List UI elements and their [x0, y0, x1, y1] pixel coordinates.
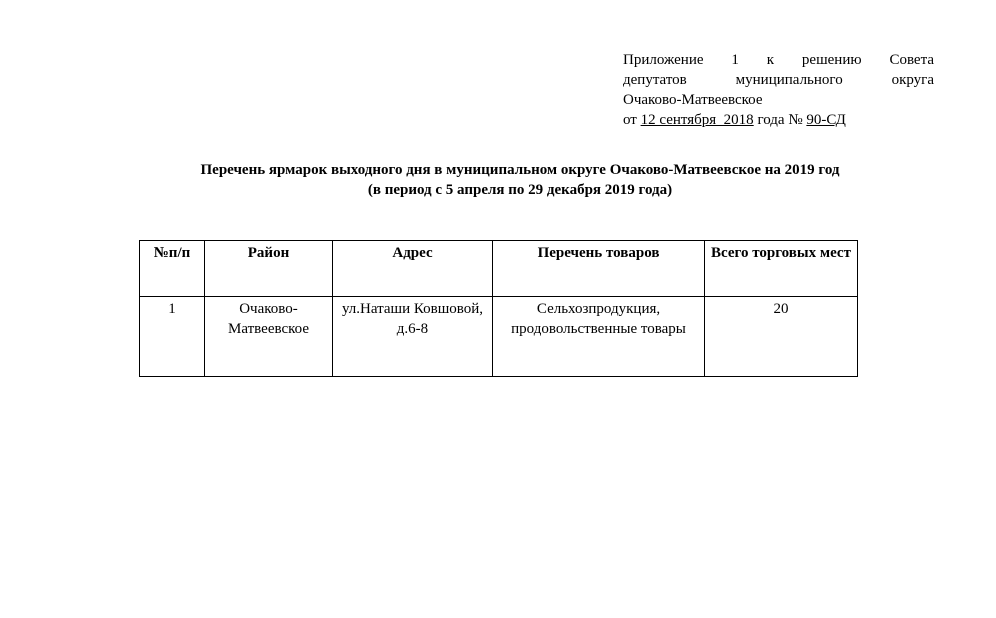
decision-number: 90-СД	[806, 112, 846, 128]
header-goods: Перечень товаров	[493, 241, 705, 297]
document-title	[40, 160, 996, 200]
decision-date: 12 сентября 2018	[640, 112, 754, 128]
header-address: Адрес	[333, 241, 493, 297]
appendix-prefix: от	[623, 112, 641, 128]
appendix-line-2: депутатов муниципального округа	[623, 72, 934, 88]
appendix-line-1: Приложение 1 к решению Совета	[623, 52, 934, 68]
header-places: Всего торговых мест	[705, 241, 858, 297]
table-header-row	[140, 241, 858, 297]
appendix-line-3: Очаково-Матвеевское	[623, 92, 763, 108]
title-line-1: Перечень ярмарок выходного дня в муниципальном округе Очаково-Матвеевское на 2019 год	[200, 162, 840, 178]
appendix-note	[623, 50, 934, 130]
appendix-line-4	[623, 110, 934, 130]
header-district: Район	[205, 241, 333, 297]
table-row	[140, 297, 858, 377]
cell-goods: Сельхозпродукция, продовольственные товары	[493, 297, 705, 377]
cell-address: ул.Наташи Ковшовой, д.6-8	[333, 297, 493, 377]
cell-places: 20	[705, 297, 858, 377]
fairs-table	[139, 240, 858, 377]
appendix-mid: года №	[753, 112, 807, 128]
cell-number: 1	[140, 297, 205, 377]
cell-district: Очаково-Матвеевское	[205, 297, 333, 377]
title-line-2: (в период с 5 апреля по 29 декабря 2019 года)	[367, 182, 673, 198]
header-number: №п/п	[140, 241, 205, 297]
